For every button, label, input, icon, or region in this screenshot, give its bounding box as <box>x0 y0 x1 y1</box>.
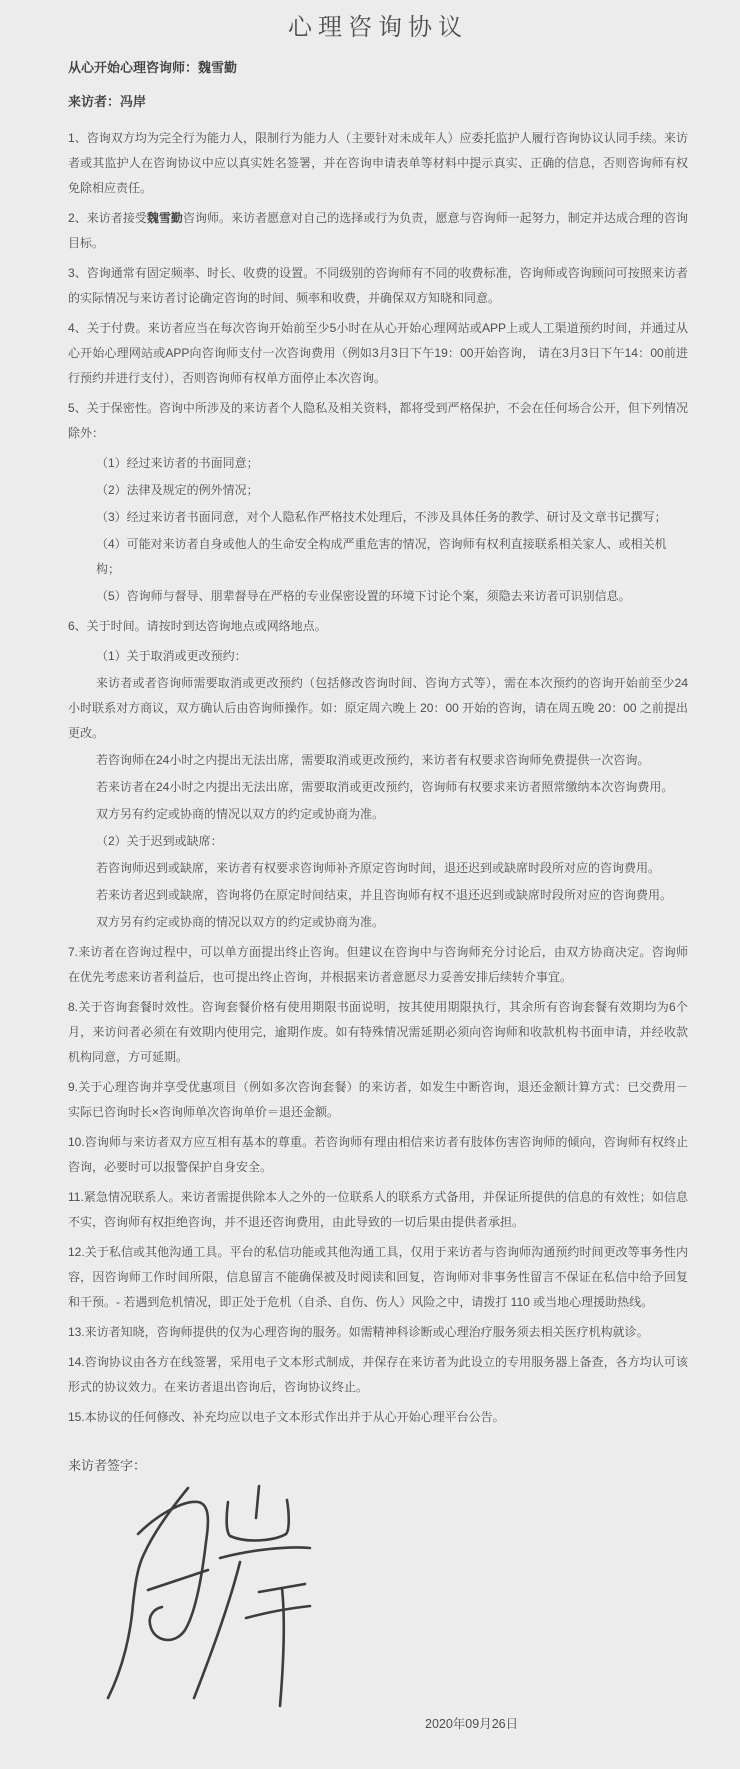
signature-label: 来访者签字： <box>68 1458 147 1473</box>
clause-5-item-2: （2）法律及规定的例外情况； <box>96 483 259 497</box>
clause-4: 4、关于付费。来访者应当在每次咨询开始前至少5小时在从心开始心理网站或APP上或人工渠道预约时间，并通过从心开始心理网站或APP向咨询师支付一次咨询费用（例如3月3日下午19：00开始咨询， 请在3月3日下午14：00前进行预约并进行支付），否则咨询师有权单方面停止本次咨询。 <box>68 321 688 385</box>
clause-6-item-3: 若咨询师在24小时之内提出无法出席，需要取消或更改预约，来访者有权要求咨询师免费提供一次咨询。 <box>96 753 650 767</box>
clause-5-item-3: （3）经过来访者书面同意，对个人隐私作严格技术处理后，不涉及具体任务的教学、研讨及文章书记撰写； <box>96 510 667 524</box>
clause-6: 6、关于时间。请按时到达咨询地点或网络地点。 <box>68 619 327 633</box>
signature-date: 2020年09月26日 <box>425 1717 519 1731</box>
clause-8: 8.关于咨询套餐时效性。咨询套餐价格有使用期限书面说明，按其使用期限执行，其余所有咨询套餐有效期均为6个月，来访问者必须在有效期内使用完，逾期作废。如有特殊情况需延期必须向咨询师和收款机构书面申请，并经收款机构同意，方可延期。 <box>68 1000 688 1064</box>
signature-area <box>96 1482 688 1714</box>
page-title: 心理咨询协议 <box>288 14 468 41</box>
clause-6-item-4: 若来访者在24小时之内提出无法出席，需要取消或更改预约，咨询师有权要求来访者照常缴纳本次咨询费用。 <box>96 780 674 794</box>
clause-2-suffix: 咨询师。来访者愿意对自己的选择或行为负责，愿意与咨询师一起努力，制定并达成合理的咨询目标。 <box>68 211 688 250</box>
clause-6-item-1: （1）关于取消或更改预约： <box>96 649 247 663</box>
clause-1: 1、咨询双方均为完全行为能力人，限制行为能力人（主要针对未成年人）应委托监护人履行咨询协议认同手续。来访者或其监护人在咨询协议中应以真实姓名签署，并在咨询申请表单等材料中提示真实、正确的信息，否则咨询师有权免除相应责任。 <box>68 131 688 195</box>
clause-13: 13.来访者知晓，咨询师提供的仅为心理咨询的服务。如需精神科诊断或心理治疗服务须去相关医疗机构就诊。 <box>68 1325 649 1339</box>
client-line: 来访者：冯岸 <box>68 94 147 109</box>
clause-12: 12.关于私信或其他沟通工具。平台的私信功能或其他沟通工具，仅用于来访者与咨询师沟通预约时间更改等事务性内容，因咨询师工作时间所限，信息留言不能确保被及时阅读和回复，咨询师对非事务性留言不保证在私信中给予回复和干预。- 若遇到危机情况，即正处于危机（自杀、自伤、伤人）风险之中，请拨打 110 或当地心理援助热线。 <box>68 1245 688 1309</box>
clause-9: 9.关于心理咨询并享受优惠项目（例如多次咨询套餐）的来访者，如发生中断咨询，退还金额计算方式：已交费用－实际已咨询时长×咨询师单次咨询单价＝退还金额。 <box>68 1080 688 1119</box>
clause-7: 7.来访者在咨询过程中，可以单方面提出终止咨询。但建议在咨询中与咨询师充分讨论后，由双方协商决定。咨询师在优先考虑来访者利益后，也可提出终止咨询，并根据来访者意愿尽力妥善安排后续转介事宜。 <box>68 945 688 984</box>
clause-15: 15.本协议的任何修改、补充均应以电子文本形式作出并于从心开始心理平台公告。 <box>68 1410 505 1424</box>
clause-6-item-2: 来访者或者咨询师需要取消或更改预约（包括修改咨询时间、咨询方式等），需在本次预约的咨询开始前至少24小时联系对方商议，双方确认后由咨询师操作。如：原定周六晚上 20：00 开始的咨询，请在周五晚 20：00 之前提出更改。 <box>68 676 688 740</box>
clause-5-item-5: （5）咨询师与督导、朋辈督导在严格的专业保密设置的环境下讨论个案，须隐去来访者可识别信息。 <box>96 589 631 603</box>
clause-5-item-4: （4）可能对来访者自身或他人的生命安全构成严重危害的情况，咨询师有权利直接联系相关家人、或相关机构； <box>96 537 667 576</box>
clause-10: 10.咨询师与来访者双方应互相有基本的尊重。若咨询师有理由相信来访者有肢体伤害咨询师的倾向，咨询师有权终止咨询，必要时可以报警保护自身安全。 <box>68 1135 688 1174</box>
clause-6-item-8: 若来访者迟到或缺席，咨询将仍在原定时间结束，并且咨询师有权不退还迟到或缺席时段所对应的咨询费用。 <box>96 888 673 902</box>
clause-5: 5、关于保密性。咨询中所涉及的来访者个人隐私及相关资料，都将受到严格保护，不会在任何场合公开，但下列情况除外： <box>68 401 688 440</box>
counselor-line: 从心开始心理咨询师：魏雪勤 <box>68 60 238 75</box>
counselor-name: 魏雪勤 <box>146 211 183 225</box>
clause-14: 14.咨询协议由各方在线签署，采用电子文本形式制成，并保存在来访者为此设立的专用服务器上备查，各方均认可该形式的协议效力。在来访者退出咨询后，咨询协议终止。 <box>68 1355 688 1394</box>
clause-2 <box>68 206 688 256</box>
signature-handwriting-image <box>96 1482 321 1714</box>
clause-5-item-1: （1）经过来访者的书面同意； <box>96 456 259 470</box>
clause-6-item-7: 若咨询师迟到或缺席，来访者有权要求咨询师补齐原定咨询时间，退还迟到或缺席时段所对应的咨询费用。 <box>96 861 661 875</box>
clause-2-prefix: 2、来访者接受 <box>68 211 147 225</box>
clause-6-item-5: 双方另有约定或协商的情况以双方的约定或协商为准。 <box>96 807 385 821</box>
clause-6-item-9: 双方另有约定或协商的情况以双方的约定或协商为准。 <box>96 915 385 929</box>
clause-3: 3、咨询通常有固定频率、时长、收费的设置。不同级别的咨询师有不同的收费标准，咨询师或咨询顾问可按照来访者的实际情况与来访者讨论确定咨询的时间、频率和收费，并确保双方知晓和同意。 <box>68 266 688 305</box>
clause-6-item-6: （2）关于迟到或缺席： <box>96 834 223 848</box>
clause-11: 11.紧急情况联系人。来访者需提供除本人之外的一位联系人的联系方式备用，并保证所提供的信息的有效性；如信息不实，咨询师有权拒绝咨询，并不退还咨询费用，由此导致的一切后果由提供者承担。 <box>68 1190 688 1229</box>
clause-list <box>68 126 688 1430</box>
